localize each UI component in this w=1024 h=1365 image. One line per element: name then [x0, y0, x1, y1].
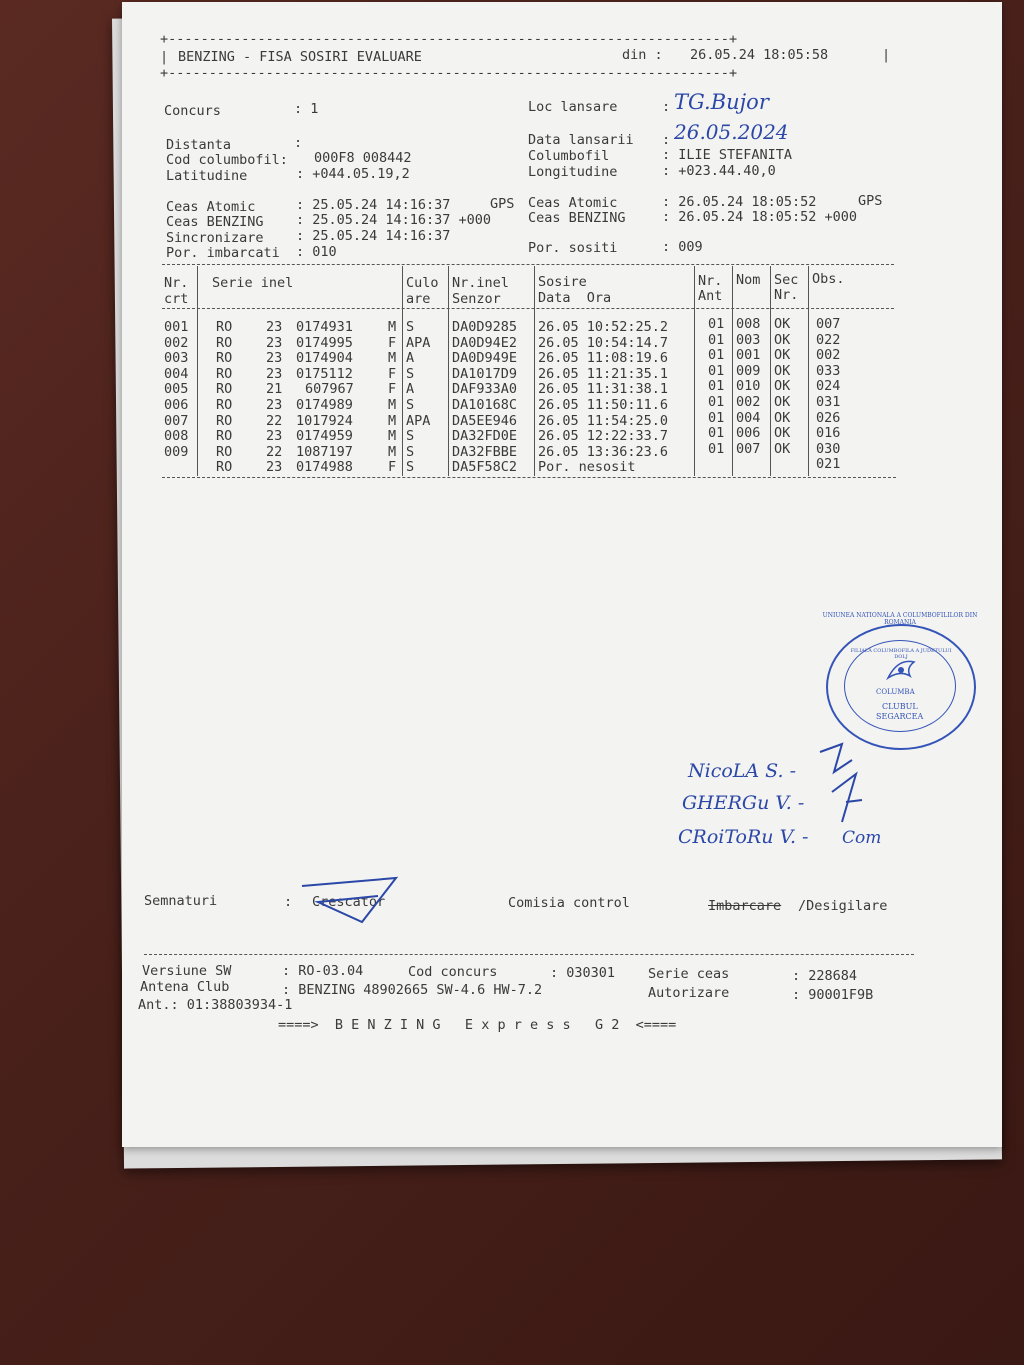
signature-scribble-icon [812, 732, 872, 842]
th-nom: Nom [736, 272, 761, 288]
ceas-benzing-value: : 25.05.24 14:16:37 +000 [296, 212, 492, 228]
row-an: 22 [266, 412, 283, 429]
crescator-signature-icon [298, 872, 408, 928]
row-obs: 030 [816, 440, 841, 457]
row-an: 23 [266, 334, 283, 351]
row-senzor: DA32FD0E [452, 428, 518, 445]
loc-lansare-handwritten: TG.Bujor [674, 90, 769, 114]
stamp-inner-text: FILIALA COLUMBOFILA A JUDETULUI DOLJ [850, 648, 952, 660]
row-sosire: 26.05 10:54:14.7 [538, 334, 669, 351]
loc-lansare-label: Loc lansare [528, 99, 618, 115]
row-an: 23 [266, 365, 283, 382]
table-bottom-rule [162, 477, 896, 478]
printout-sheet [122, 2, 1002, 1147]
header-bottom-border: +---------------------------------------------------------------------+ [160, 65, 738, 81]
row-obs: 016 [816, 425, 841, 442]
row-senzor: DA0D949E [452, 350, 518, 367]
row-sex: M [388, 397, 397, 413]
row-an: 23 [266, 428, 283, 445]
row-culoare: APA [406, 334, 431, 351]
ceas-atomic2-suffix: GPS [858, 193, 883, 209]
versiune-value: : RO-03.04 [282, 963, 364, 979]
th-nrinel: Nr.inel [452, 275, 509, 291]
brand-line: ====> B E N Z I N G E x p r e s s G 2 <==== [278, 1017, 677, 1033]
th-senzor: Senzor [452, 291, 501, 307]
commission-sig-1: NicoLA S. - [688, 760, 796, 782]
stamp-club-name: SEGARCEA [876, 712, 924, 721]
ant-line: Ant.: 01:38803934-1 [138, 997, 293, 1013]
row-culoare: APA [406, 412, 431, 429]
row-tara: RO [216, 381, 233, 398]
por-imbarcati-value: : 010 [296, 244, 337, 260]
row-sex: F [388, 334, 397, 351]
header-din-label: din : [622, 47, 663, 63]
desigilare-label: /Desigilare [798, 898, 888, 914]
row-tara: RO [216, 443, 233, 460]
por-imbarcati-label: Por. imbarcati [166, 245, 280, 261]
concurs-label: Concurs [164, 103, 221, 119]
row-nr: 005 [164, 381, 189, 398]
row-sosire: Por. nesosit [538, 459, 636, 476]
data-lansarii-handwritten: 26.05.2024 [674, 120, 789, 144]
row-culoare: A [406, 350, 415, 367]
row-nom: 003 [736, 331, 761, 348]
distanta-label: Distanta [166, 137, 232, 153]
row-culoare: S [406, 459, 415, 476]
row-inel: 0174959 [296, 428, 353, 445]
stamp-bird-emblem-icon [884, 656, 918, 686]
row-inel: 1017924 [296, 412, 353, 429]
th-nr: Nr. [164, 275, 189, 291]
row-sec: OK [774, 331, 791, 348]
ceas-benzing2-value: : 26.05.24 18:05:52 +000 [662, 209, 858, 225]
ceas-benzing2-label: Ceas BENZING [528, 210, 626, 226]
table-top-rule [162, 264, 894, 265]
stamp-center-text: COLUMBA [876, 688, 915, 696]
row-senzor: DAF933A0 [452, 381, 518, 398]
row-tara: RO [216, 365, 233, 382]
sincronizare-label: Sincronizare [166, 230, 264, 246]
row-nr: 004 [164, 365, 189, 382]
row-an: 22 [266, 443, 283, 460]
row-sex: F [388, 381, 397, 398]
row-sosire: 26.05 12:22:33.7 [538, 428, 669, 445]
row-sosire: 26.05 11:50:11.6 [538, 397, 669, 413]
th-secnr: Nr. [774, 287, 799, 303]
row-nr: 002 [164, 334, 189, 351]
row-ant: 01 [708, 331, 725, 348]
col-divider [534, 266, 535, 476]
ceas-benzing-label: Ceas BENZING [166, 214, 264, 230]
row-sec: OK [774, 409, 791, 426]
longitudine-label: Longitudine [528, 164, 618, 180]
row-ant: 01 [708, 362, 725, 379]
row-sex: F [388, 459, 397, 476]
row-tara: RO [216, 350, 233, 367]
imbarcare-label: Imbarcare [708, 898, 782, 914]
row-an: 21 [266, 381, 283, 398]
row-an: 23 [266, 319, 283, 335]
commission-sig-3-suffix: Com [842, 828, 882, 848]
row-nom: 007 [736, 440, 761, 457]
row-tara: RO [216, 412, 233, 429]
ceas-atomic-label: Ceas Atomic [166, 199, 256, 215]
row-culoare: S [406, 428, 415, 445]
row-sosire: 26.05 11:54:25.0 [538, 412, 669, 429]
row-ant: 01 [708, 440, 725, 457]
row-obs: 021 [816, 456, 841, 473]
autorizare-label: Autorizare [648, 985, 730, 1001]
serie-ceas-label: Serie ceas [648, 966, 730, 982]
row-nom: 009 [736, 362, 761, 379]
sincronizare-value: : 25.05.24 14:16:37 [296, 228, 451, 244]
row-nr: 007 [164, 412, 189, 429]
ceas-atomic-value: : 25.05.24 14:16:37 [296, 197, 451, 213]
row-obs: 033 [816, 362, 841, 379]
col-divider [770, 266, 771, 476]
row-tara: RO [216, 334, 233, 351]
row-tara: RO [216, 459, 233, 476]
comisia-control-label: Comisia control [508, 895, 630, 911]
crescator-label: Crescator [312, 894, 386, 910]
footer-top-rule [144, 954, 914, 955]
cod-columbofil-value: 000F8 008442 [314, 150, 412, 166]
header-left-bar: | [160, 49, 169, 65]
por-sositi-label: Por. sositi [528, 240, 618, 256]
row-obs: 031 [816, 394, 841, 410]
ceas-atomic-suffix: GPS [490, 196, 515, 212]
row-tara: RO [216, 428, 233, 445]
row-sosire: 26.05 13:36:23.6 [538, 443, 669, 460]
row-sec: OK [774, 362, 791, 379]
col-divider [197, 266, 198, 476]
row-sosire: 26.05 11:21:35.1 [538, 365, 669, 382]
row-inel: 1087197 [296, 443, 353, 460]
cod-concurs-value: : 030301 [550, 965, 616, 981]
row-nom: 006 [736, 425, 761, 442]
distanta-sep: : [294, 135, 303, 151]
row-tara: RO [216, 397, 233, 413]
semnaturi-label: Semnaturi [144, 893, 218, 909]
row-sosire: 26.05 11:08:19.6 [538, 350, 669, 367]
row-inel: 0174988 [296, 459, 353, 476]
commission-sig-2: GHERGu V. - [682, 792, 805, 814]
row-sec: OK [774, 394, 791, 410]
row-culoare: S [406, 443, 415, 460]
longitudine-value: : +023.44.40,0 [662, 163, 776, 179]
row-sec: OK [774, 440, 791, 457]
row-an: 23 [266, 459, 283, 476]
row-ant: 01 [708, 378, 725, 395]
row-sex: M [388, 428, 397, 445]
columbofil-label: Columbofil [528, 148, 610, 164]
col-divider [732, 266, 733, 476]
row-obs: 002 [816, 347, 841, 364]
ceas-atomic2-label: Ceas Atomic [528, 195, 618, 211]
row-ant: 01 [708, 409, 725, 426]
loc-lansare-sep: : [662, 99, 671, 115]
row-inel: 0174995 [296, 334, 353, 351]
row-inel: 607967 [305, 381, 354, 398]
table-header-rule [162, 308, 894, 309]
row-sec: OK [774, 425, 791, 442]
row-ant: 01 [708, 425, 725, 442]
serie-ceas-value: : 228684 [792, 968, 858, 984]
th-crt: crt [164, 291, 189, 307]
concurs-value: : 1 [294, 101, 319, 117]
th-obs: Obs. [812, 271, 845, 287]
th-culo: Culo [406, 275, 439, 291]
row-senzor: DA10168C [452, 397, 518, 413]
row-nom: 001 [736, 347, 761, 364]
header-top-border: +---------------------------------------------------------------------+ [160, 31, 738, 47]
row-ant: 01 [708, 394, 725, 410]
row-senzor: DA5F58C2 [452, 459, 518, 476]
row-inel: 0174904 [296, 350, 353, 367]
row-culoare: S [406, 319, 415, 335]
row-sex: M [388, 350, 397, 367]
row-an: 23 [266, 397, 283, 413]
header-din-value: 26.05.24 18:05:58 [690, 47, 829, 63]
latitudine-label: Latitudine [166, 168, 248, 184]
col-divider [694, 266, 695, 476]
row-nr: 009 [164, 443, 189, 460]
row-senzor: DA0D9285 [452, 319, 518, 335]
th-nrant: Nr. [698, 273, 723, 289]
commission-sig-3: CRoiToRu V. - [678, 826, 809, 848]
row-sex: M [388, 443, 397, 460]
th-data-ora: Data Ora [538, 290, 612, 306]
columbofil-value: : ILIE STEFANITA [662, 147, 793, 163]
header-right-bar: | [882, 47, 891, 63]
row-obs: 026 [816, 409, 841, 426]
th-serie: Serie inel [212, 275, 294, 291]
row-sec: OK [774, 347, 791, 364]
row-sosire: 26.05 11:31:38.1 [538, 381, 669, 398]
row-sex: M [388, 319, 397, 335]
col-divider [448, 266, 449, 476]
row-senzor: DA0D94E2 [452, 334, 518, 351]
latitudine-value: : +044.05.19,2 [296, 166, 410, 182]
col-divider [808, 266, 809, 476]
th-sosire: Sosire [538, 274, 587, 290]
th-are: are [406, 291, 431, 307]
row-tara: RO [216, 319, 233, 335]
row-culoare: A [406, 381, 415, 398]
cod-concurs-label: Cod concurs [408, 964, 498, 980]
row-nom: 010 [736, 378, 761, 395]
row-ant: 01 [708, 347, 725, 364]
autorizare-value: : 90001F9B [792, 987, 874, 1003]
row-inel: 0175112 [296, 365, 353, 382]
row-nr: 008 [164, 428, 189, 445]
row-senzor: DA32FBBE [452, 443, 518, 460]
row-inel: 0174989 [296, 397, 353, 413]
row-obs: 007 [816, 316, 841, 332]
row-nr: 006 [164, 397, 189, 413]
row-nr: 001 [164, 319, 189, 335]
row-obs: 022 [816, 331, 841, 348]
cod-columbofil-label: Cod columbofil: [166, 152, 288, 168]
row-culoare: S [406, 397, 415, 413]
antena-label: Antena Club [140, 979, 230, 995]
row-nom: 004 [736, 409, 761, 426]
th-ant: Ant [698, 288, 723, 304]
row-inel: 0174931 [296, 319, 353, 335]
ceas-atomic2-value: : 26.05.24 18:05:52 [662, 194, 817, 210]
stamp-ring-text: UNIUNEA NATIONALA A COLUMBOFILILOR DIN ROMANIA [822, 612, 978, 626]
antena-value: : BENZING 48902665 SW-4.6 HW-7.2 [282, 982, 543, 998]
row-nom: 002 [736, 394, 761, 410]
row-an: 23 [266, 350, 283, 367]
row-nr: 003 [164, 350, 189, 367]
stamp-club-label: CLUBUL [882, 702, 918, 711]
data-lansarii-label: Data lansarii [528, 132, 634, 148]
data-lansarii-sep: : [662, 132, 671, 148]
col-divider [402, 266, 403, 476]
semnaturi-sep: : [284, 894, 293, 910]
row-sosire: 26.05 10:52:25.2 [538, 319, 669, 335]
row-sex: F [388, 365, 397, 382]
row-sec: OK [774, 378, 791, 395]
row-sex: M [388, 412, 397, 429]
row-obs: 024 [816, 378, 841, 395]
page-title: BENZING - FISA SOSIRI EVALUARE [178, 49, 422, 65]
row-senzor: DA1017D9 [452, 365, 518, 382]
row-nom: 008 [736, 316, 761, 332]
th-sec: Sec [774, 272, 799, 288]
row-senzor: DA5EE946 [452, 412, 518, 429]
row-ant: 01 [708, 316, 725, 332]
por-sositi-value: : 009 [662, 239, 703, 255]
row-sec: OK [774, 316, 791, 332]
row-culoare: S [406, 365, 415, 382]
versiune-label: Versiune SW [142, 963, 232, 979]
